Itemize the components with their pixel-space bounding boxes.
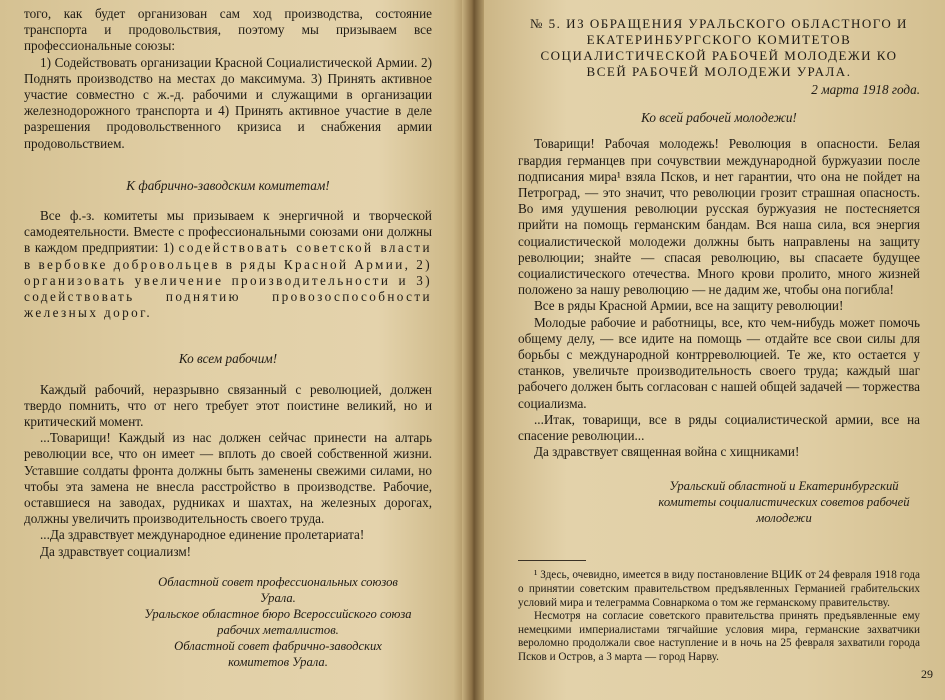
youth-signature: Уральский областной и Екатеринбургский комитеты социалистических советов рабочей молодежи: [658, 479, 910, 526]
book-gutter: [462, 0, 484, 700]
youth-paragraph-2: Все в ряды Красной Армии, все на защиту революции!: [534, 298, 844, 314]
youth-paragraph-4: ...Итак, товарищи, все в ряды социалистической армии, все на спасение революции...: [518, 411, 920, 444]
heading-all-workers: Ко всем рабочим!: [178, 351, 278, 367]
document-title: № 5. ИЗ ОБРАЩЕНИЯ УРАЛЬСКОГО ОБЛАСТНОГО И ЕКАТЕРИНБУРГСКОГО КОМИТЕТОВ СОЦИАЛИСТИЧЕСКОЙ РАБОЧЕЙ МОЛОДЕЖИ КО ВСЕЙ РАБОЧЕЙ МОЛОДЕЖИ УРАЛА.: [530, 16, 908, 79]
heading-factory-committees: К фабрично-заводским комитетам!: [126, 177, 330, 193]
page-number: 29: [921, 667, 933, 681]
factory-committees-text: Все ф.-з. комитеты мы призываем к энергичной и творческой самодеятельности. Вместе с профессиональными союзами они должны в каждом предприятии: 1): [24, 208, 432, 256]
workers-paragraph-2: ...Товарищи! Каждый из нас должен сейчас принести на алтарь революции все, что он имеет — вплоть до своей собственной жизни. Уставшие солдаты фронта должны быть заменены свежими силами, но чтобы эта замена не внесла расстройство в производстве. Рабочие, оставшиеся на заводах, рудниках и шахтах, на железных дорогах, должны увеличить производительность своего труда.: [24, 430, 432, 527]
youth-paragraph-5: Да здравствует священная война с хищниками!: [534, 444, 800, 460]
left-page: [0, 0, 462, 700]
left-column: [24, 6, 432, 670]
youth-signature-block: [518, 478, 920, 526]
document-date: 2 марта 1918 года.: [811, 82, 920, 97]
signature-2: Уральское областное бюро Всероссийского союза рабочих металлистов.: [144, 606, 412, 637]
factory-committees-spaced: содействовать советской власти в вербовке добровольцев в ряды Красной Армии, 2) организовать увеличение производительности и 3) содействовать поднятию провозоспособности железных дорог.: [24, 240, 433, 321]
signature-1: Областной совет профессиональных союзов Урала.: [158, 574, 398, 605]
workers-paragraph-4: Да здравствует социализм!: [40, 543, 192, 559]
heading-youth: Ко всей рабочей молодежи!: [641, 110, 797, 126]
factory-committees-paragraph: [24, 208, 432, 321]
youth-paragraph-3: Молодые рабочие и работницы, все, кто чем-нибудь может помочь общему делу, — все идите на помощь — отдайте все свои силы для борьбы с международной контрреволюцией. Те же, кто остается у станков, увеличьте производительность своего труда; каждый шаг рабочего должен быть согласован с нашей общей задачей — торжества социализма.: [518, 314, 920, 411]
right-column: [518, 16, 920, 665]
signature-3: Областной совет фабрично-заводских комитетов Урала.: [174, 638, 382, 669]
unions-list: 1) Содействовать организации Красной Социалистической Армии. 2) Поднять производство на местах до максимума. 3) Принять активное участие совместно с ж.-д. рабочими и служащими в организации железнодорожного транспорта и 4) Принять активное участие в деле разрешения продовольственного кризиса и снабжения армии продовольствием.: [24, 54, 432, 151]
footnote-rule: [518, 560, 586, 561]
workers-paragraph-1: Каждый рабочий, неразрывно связанный с революцией, должен твердо помнить, что от него требует этот поистине великий, но и критический момент.: [24, 381, 432, 430]
youth-paragraph-1: Товарищи! Рабочая молодежь! Революция в опасности. Белая гвардия германцев при сочувствии международной буржуазии после подписания мира¹ взяла Псков, и нет гарантии, что она не пойдет на Петроград, — это значит, что революции грозит страшная опасность. Во имя удушения революции русская буржуазия не постесняется прийти на помощь германским бандам. Вся наша сила, вся энергия социалистической молодежи должны быть направлены на защиту революции; знайте — спасая революцию, вы спасаете будущее социалистического отечества. Много крови пролито, много жизней положено за нашу революцию — не дадим же, чтобы она погибла!: [518, 136, 920, 298]
footnote-1: ¹ Здесь, очевидно, имеется в виду постановление ВЦИК от 24 февраля 1918 года о принятии советским правительством предъявленных Германией грабительских условий мира и телеграмма Совнаркома о том же германскому правительству.: [518, 569, 920, 609]
right-page: [484, 0, 945, 700]
footnote-2: Несмотря на согласие советского правительства принять предъявленные ему немецкими империалистами тягчайшие условия мира, германские захватчики вероломно продолжали свое наступление и в ночь на 25 февраля захватили города Псков и Остров, а 3 марта — город Нарву.: [518, 610, 920, 664]
intro-paragraph: того, как будет организован сам ход производства, состояние транспорта и продовольствия, поэтому мы призываем все профессиональные союзы:: [24, 6, 432, 54]
workers-paragraph-3: ...Да здравствует международное единение пролетариата!: [40, 527, 365, 543]
signature-block: [24, 574, 432, 670]
